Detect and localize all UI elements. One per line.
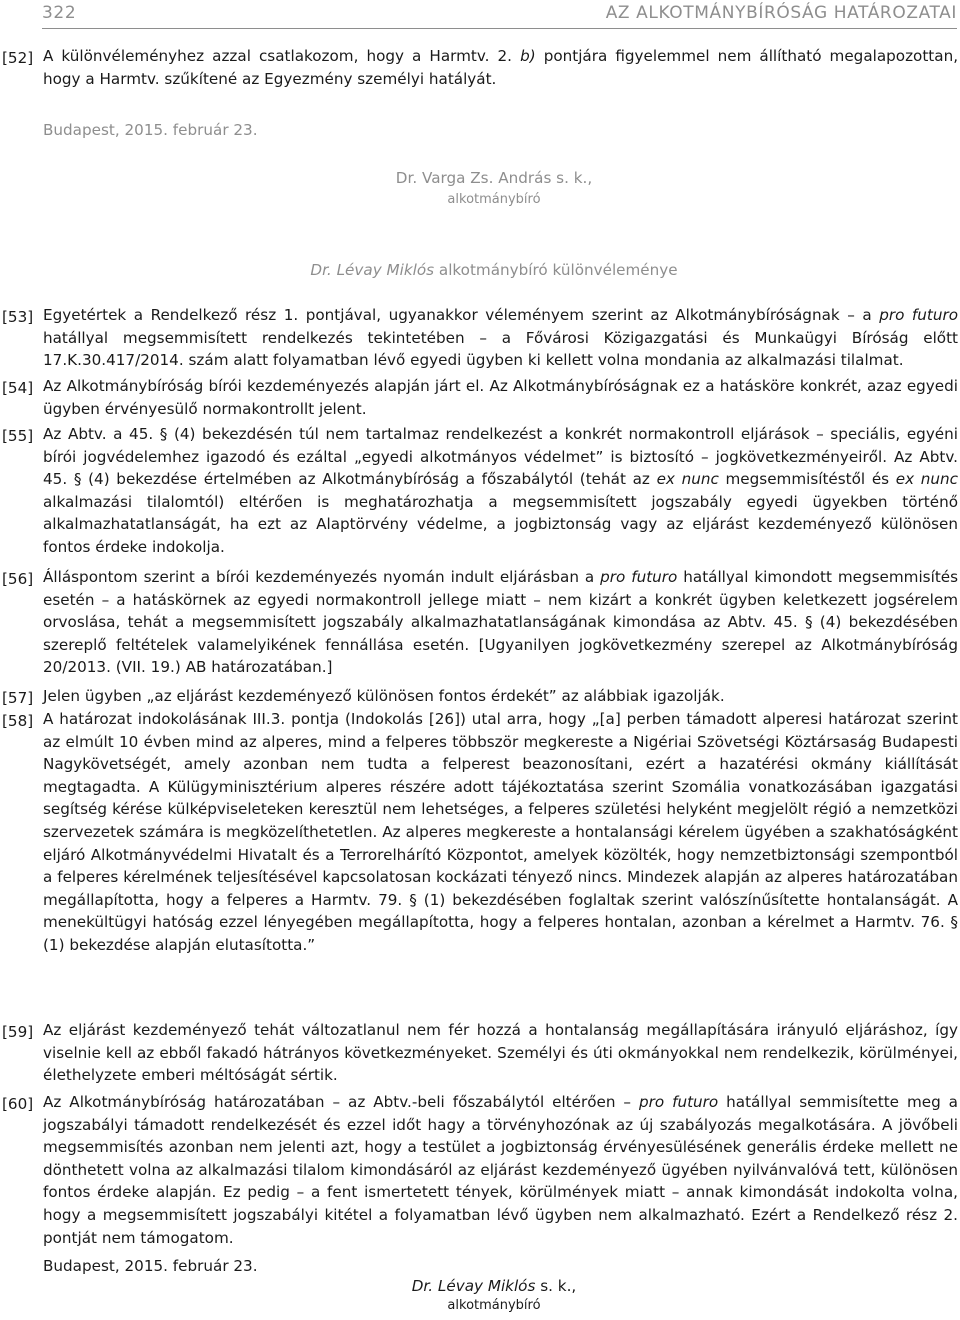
- paragraph-60: Az Alkotmánybíróság határozatában – az Abtv.-beli főszabálytól eltérően – pro futuro hatállyal semmisítette meg a jogszabályi támadott rendelkezését és ezzel időt hagy a törvényhozónak az új szabályozás megalkotására. A jövőbeli megsemmisítés azonban nem jelenti azt, hogy a testület a jogbiztonság érvényesülésének generális érdeke mellett ne dönthetett volna az alkalmazási tilalom kimondásáról az eljárást kezdeményező ügyében nyilvánvalóvá tett, különösen fontos érdeke alapján. Ez pedig – a fent ismertetett tények, körülmények miatt – annak kimondását indokolta volna, hogy a megsemmisített jogszabályi kitétel a folyamatban lévő ügyben nem alkalmazható. Ezért a Rendelkező rész 2. pontját nem támogatom.: [43, 1093, 958, 1247]
- paragraph-number-59: [59]: [2, 1023, 34, 1041]
- page-number: 322: [42, 3, 77, 23]
- paragraph-number-57: [57]: [2, 689, 34, 707]
- paragraph-57: Jelen ügyben „az eljárást kezdeményező különösen fontos érdekét” az alábbiak igazolják.: [43, 687, 725, 705]
- paragraph-52: A különvéleményhez azzal csatlakozom, hogy a Harmtv. 2. b) pontjára figyelemmel nem állítható megalapozottan, hogy a Harmtv. szűkítené az Egyezmény személyi hatályát.: [43, 47, 959, 88]
- paragraph-56: Álláspontom szerint a bírói kezdeményezés nyomán indult eljárásban a pro futuro hatállyal kimondott megsemmisítés esetén – a hatáskörnek az egyedi normakontroll jellege miatt – nem kizárt a konkrét ügyben keletkezett jogsérelem orvoslása, tehát a megsemmisített jogszabály alkalmazhatatlanságának kimondása az Abtv. 45. § (4) bekezdésében szereplő feltételek valamelyikének fennállása esetén. [Ugyanilyen jogkövetkezmény szerepel az Alkotmánybíróság 20/2013. (VII. 19.) AB határozatában.]: [43, 568, 959, 677]
- page-header: [42, 0, 957, 29]
- paragraph-number-54: [54]: [2, 379, 34, 397]
- paragraph-55: Az Abtv. a 45. § (4) bekezdésén túl nem tartalmaz rendelkezést a konkrét normakontroll eljárások – speciális, egyéni bírói jogvédelemhez igazodó és ezáltal „egyedi alkotmányos védelmet” is biztosító – jogkövetkezményeiről. Az Abtv. 45. § (4) bekezdése értelmében az Alkotmánybíróság a főszabálytól (tehát az ex nunc megsemmisítéstől és ex nunc alkalmazási tilalomtól) eltérően is meghatározhatja a megsemmisített jogszabály egyedi ügyekben történő alkalmazhatatlanságát, ha ezt az Alaptörvény védelme, a jogbiztonság vagy az eljárást kezdeményező különösen fontos érdeke indokolja.: [43, 425, 959, 556]
- paragraph-53: Egyetértek a Rendelkező rész 1. pontjával, ugyanakkor véleményem szerint az Alkotmánybíróságnak – a pro futuro hatállyal megsemmisített rendelkezés tekintetében – a Fővárosi Közigazgatási és Munkaügyi Bíróság előtt 17.K.30.417/2014. szám alatt folyamatban lévő egyedi ügyben ki kellett volna mondania az alkalmazási tilalmat.: [43, 306, 959, 370]
- signature-name-1: Dr. Varga Zs. András s. k.,: [395, 169, 593, 187]
- paragraph-54: Az Alkotmánybíróság bírói kezdeményezés alapján járt el. Az Alkotmánybíróságnak ez a hatásköre konkrét, azaz egyedi ügyben érvényesülő normakontrollt jelent.: [43, 377, 958, 418]
- place-date-1: Budapest, 2015. február 23.: [43, 121, 258, 139]
- signature-name-2: Dr. Lévay Miklós s. k.,: [411, 1277, 577, 1295]
- paragraph-number-56: [56]: [2, 570, 34, 588]
- paragraph-number-52: [52]: [2, 49, 34, 67]
- paragraph-number-55: [55]: [2, 427, 34, 445]
- paragraph-number-58: [58]: [2, 712, 34, 730]
- running-title: AZ ALKOTMÁNYBÍRÓSÁG HATÁROZATAI: [605, 3, 957, 23]
- paragraph-number-60: [60]: [2, 1095, 34, 1113]
- paragraph-number-53: [53]: [2, 308, 34, 326]
- place-date-2: Budapest, 2015. február 23.: [43, 1257, 258, 1275]
- signature-title-2: alkotmánybíró: [447, 1298, 541, 1313]
- dissent-heading: Dr. Lévay Miklós alkotmánybíró különvéleménye: [310, 261, 678, 279]
- signature-title-1: alkotmánybíró: [447, 192, 541, 207]
- paragraph-59: Az eljárást kezdeményező tehát változatlanul nem fér hozzá a hontalanság megállapítására irányuló eljáráshoz, így viselnie kell az ebből fakadó hátrányos következményeket. Személyi és úti okmányokkal nem rendelkezik, körülményei, élethelyzete emberi méltóságát sértik.: [43, 1021, 958, 1085]
- paragraph-58: A határozat indokolásának III.3. pontja (Indokolás [26]) utal arra, hogy „[a] perben támadott alperesi határozat szerint az elmúlt 10 évben mind az alperes, mind a felperes többször megkereste a Nigériai Szövetségi Köztársaság Budapesti Nagykövetségét, amely azonban nem tudta a felperest beazonosítani, ezért a hazatérési okmány kiállítását megtagadta. A Külügyminisztérium alperes részére adott tájékoztatása szerint Szomália vonatkozásában igazgatási segítség kérése külképviseleteken keresztül nem lehetséges, a felperes születési helyként megjelölt régió a nemzetközi szervezetek számára is megközelíthetetlen. Az alperes megkereste a hontalansági kérelem ügyében a szakhatóságként eljáró Alkotmányvédelmi Hivatalt és a Terrorelhárító Központot, amelyek közölték, hogy nemzetbiztonsági szempontból a felperes kérelmének teljesítésével kapcsolatosan kockázati tényező nincs. Mindezek alapján az alperes határozatában megállapította, hogy a felperes a Harmtv. 79. § (1) bekezdésében foglaltak szerint valószínűsítette hontalanságát. A menekültügyi hatóság ezzel lényegében megállapította, hogy a felperes hontalan, azonban a kérelmet a Harmtv. 76. § (1) bekezdése alapján elutasította.”: [43, 710, 958, 954]
